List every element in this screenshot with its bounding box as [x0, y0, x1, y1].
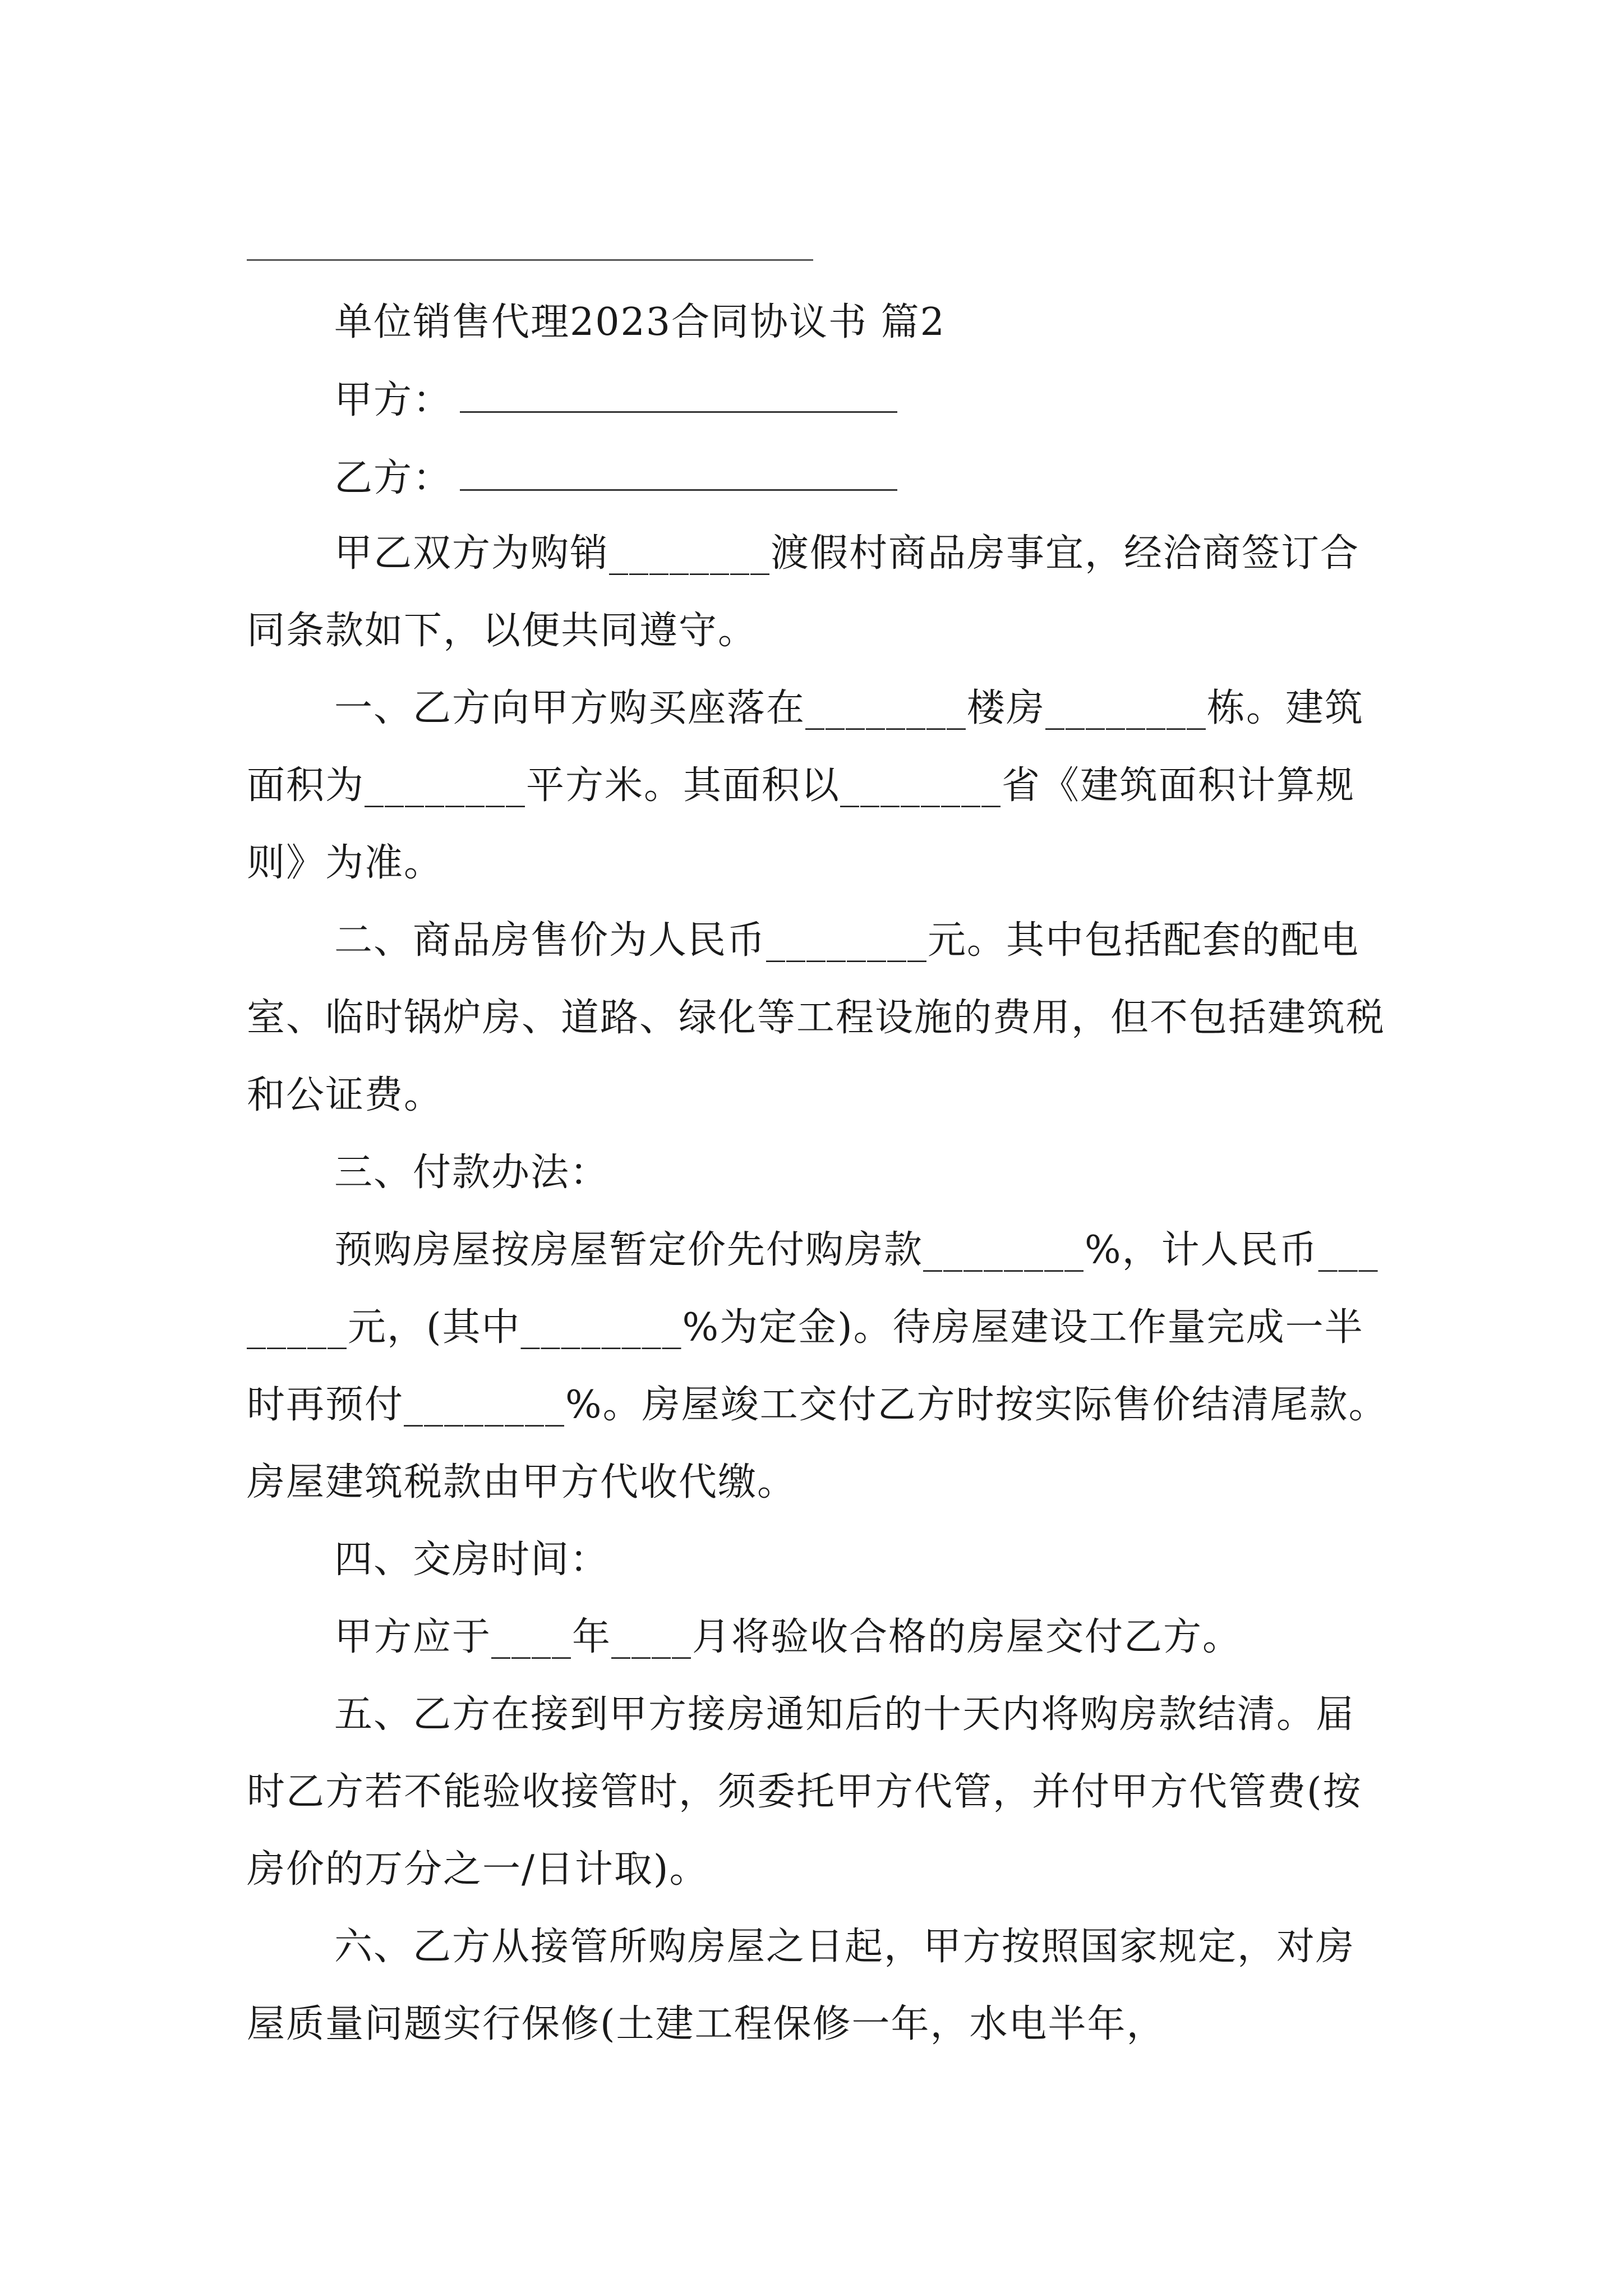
party-b-line: [334, 440, 897, 517]
paragraph-clause-3-heading: 三、付款办法：: [334, 1151, 610, 1195]
paragraph-clause-6: 六、乙方从接管所购房屋之日起，甲方按照国家规定，对房屋质量问题实行保修(土建工程保修一年，水电半年，: [247, 1925, 1355, 2046]
party-b-blank: [460, 455, 897, 491]
party-a-line: [334, 362, 897, 439]
paragraph-clause-4-heading: 四、交房时间：: [334, 1538, 610, 1582]
header-divider: [247, 259, 813, 261]
paragraph-payment: 预购房屋按房屋暂定价先付购房款________%，计人民币________元，(其中________%为定金)。待房屋建设工作量完成一半时再预付________%。房屋竣工交付乙方时按实际售价结清尾款。房屋建筑税款由甲方代收代缴。: [247, 1228, 1388, 1504]
party-b-label: 乙方：: [334, 456, 453, 500]
document-title: 单位销售代理2023合同协议书 篇2: [334, 300, 946, 344]
paragraph-clause-1: 一、乙方向甲方购买座落在________楼房________栋。建筑面积为________平方米。其面积以________省《建筑面积计算规则》为准。: [247, 686, 1364, 885]
paragraph-delivery: 甲方应于____年____月将验收合格的房屋交付乙方。: [334, 1615, 1242, 1659]
party-a-label: 甲方：: [334, 378, 453, 422]
party-a-blank: [460, 378, 897, 413]
paragraph-clause-2: 二、商品房售价为人民币________元。其中包括配套的配电室、临时锅炉房、道路、绿化等工程设施的费用，但不包括建筑税和公证费。: [247, 918, 1386, 1117]
paragraph-intro: 甲乙双方为购销________渡假村商品房事宜，经洽商签订合同条款如下，以便共同遵守。: [247, 531, 1360, 653]
paragraph-clause-5: 五、乙方在接到甲方接房通知后的十天内将购房款结清。届时乙方若不能验收接管时，须委托甲方代管，并付甲方代管费(按房价的万分之一/日计取)。: [247, 1692, 1362, 1892]
